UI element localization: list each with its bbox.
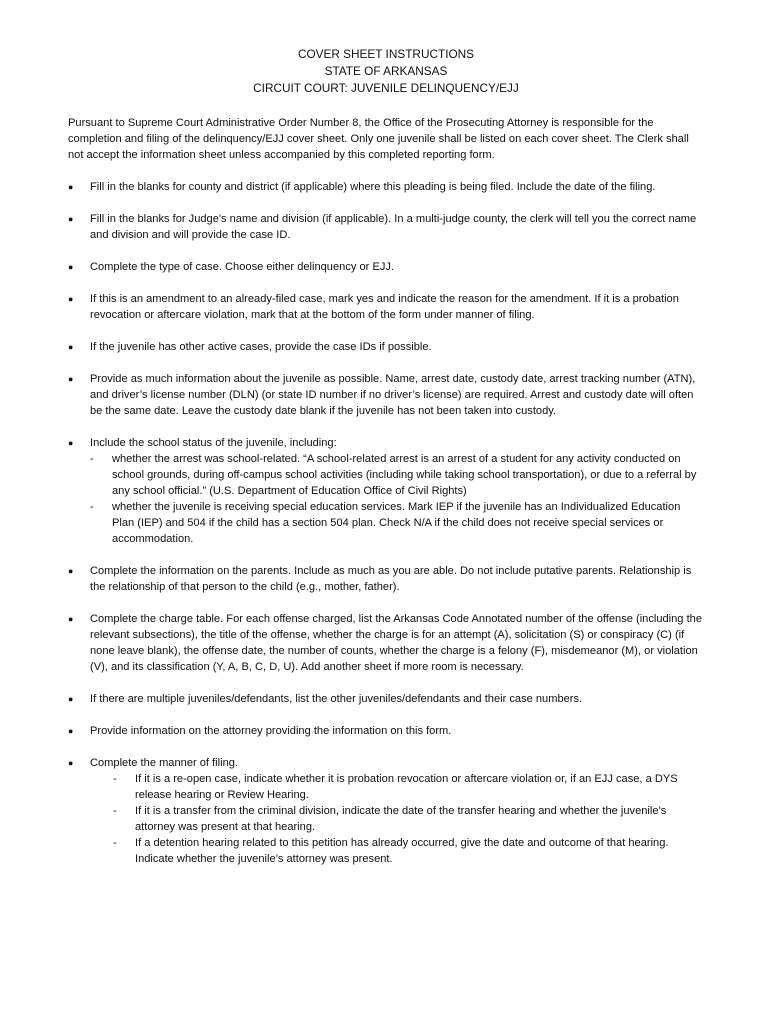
sublist-item bbox=[90, 803, 704, 835]
title-line-2: STATE OF ARKANSAS bbox=[324, 64, 448, 78]
sublist-text: If it is a transfer from the criminal division, indicate the date of the transfer hearing and whether the juvenile’s attorney was present at that hearing. bbox=[135, 805, 667, 833]
bullet-icon: ● bbox=[68, 182, 74, 192]
bullet-icon: ● bbox=[68, 758, 74, 768]
instruction-text: Complete the type of case. Choose either delinquency or EJJ. bbox=[90, 261, 395, 273]
bullet-icon: ● bbox=[68, 614, 74, 624]
instruction-item-amendment bbox=[68, 291, 704, 323]
dash-icon: - bbox=[90, 501, 94, 513]
dash-icon: - bbox=[113, 805, 117, 817]
bullet-icon: ● bbox=[68, 694, 74, 704]
title-line-1: COVER SHEET INSTRUCTIONS bbox=[297, 47, 475, 61]
instruction-text: Complete the manner of filing. bbox=[90, 757, 238, 769]
instruction-item-juvenile-info bbox=[68, 371, 704, 419]
sublist-text: If a detention hearing related to this petition has already occurred, give the date and outcome of that hearing. Indicate whether the juvenile’s attorney was present. bbox=[135, 837, 669, 865]
document-title bbox=[68, 46, 704, 97]
sublist-item bbox=[90, 771, 704, 803]
instruction-item-attorney bbox=[68, 723, 704, 739]
sublist-item bbox=[90, 835, 704, 867]
instruction-text: If this is an amendment to an already-filed case, mark yes and indicate the reason for the amendment. If it is a probation revocation or aftercare violation, mark that at the bottom of the form under manner of filing. bbox=[90, 293, 679, 321]
manner-of-filing-sublist bbox=[90, 771, 704, 867]
instruction-item-school-status bbox=[68, 435, 704, 547]
dash-icon: - bbox=[113, 837, 117, 849]
document-page bbox=[68, 46, 704, 883]
sublist-text: If it is a re-open case, indicate whether it is probation revocation or aftercare violation or, if an EJJ case, a DYS release hearing or Review Hearing. bbox=[135, 773, 678, 801]
instruction-text: If the juvenile has other active cases, provide the case IDs if possible. bbox=[90, 341, 432, 353]
bullet-icon: ● bbox=[68, 342, 74, 352]
instruction-text: Provide as much information about the juvenile as possible. Name, arrest date, custody date, arrest tracking number (ATN), and driver’s license number (DLN) (or state ID number if no driver’s license) are required. Arrest and custody date will often be the same date. Leave the custody date blank if the juvenile has not been taken into custody. bbox=[90, 373, 696, 417]
instruction-list bbox=[68, 179, 704, 867]
instruction-text: Complete the charge table. For each offense charged, list the Arkansas Code Annotated number of the offense (including the relevant subsections), the title of the offense, whether the charge is for an attempt (A), solicitation (S) or conspiracy (C) (if none leave blank), the offense date, the number of counts, whether the charge is a felony (F), misdemeanor (M), or violation (V), and its classification (Y, A, B, C, D, U). Add another sheet if more room is necessary. bbox=[90, 613, 702, 673]
sublist-text: whether the arrest was school-related. “A school-related arrest is an arrest of a student for any activity conducted on school grounds, during off-campus school activities (including while taking school transportation), or due to a referral by any school official.” (U.S. Department of Education Office of Civil Rights) bbox=[112, 453, 697, 497]
bullet-icon: ● bbox=[68, 262, 74, 272]
instruction-item-parents bbox=[68, 563, 704, 595]
dash-icon: - bbox=[90, 453, 94, 465]
instruction-text: If there are multiple juveniles/defendants, list the other juveniles/defendants and their case numbers. bbox=[90, 693, 583, 705]
instruction-item-case-type bbox=[68, 259, 704, 275]
intro-paragraph: Pursuant to Supreme Court Administrative Order Number 8, the Office of the Prosecuting Attorney is responsible for the completion and filing of the delinquency/EJJ cover sheet. Only one juvenile shall be listed on each cover sheet. The Clerk shall not accept the information sheet unless accompanied by this completed reporting form. bbox=[68, 117, 689, 161]
bullet-icon: ● bbox=[68, 438, 74, 448]
bullet-icon: ● bbox=[68, 726, 74, 736]
bullet-icon: ● bbox=[68, 374, 74, 384]
sublist-text: whether the juvenile is receiving special education services. Mark IEP if the juvenile has an Individualized Education Plan (IEP) and 504 if the child has a section 504 plan. Check N/A if the child does not receive special services or accommodation. bbox=[112, 501, 681, 545]
instruction-item-multiple-juveniles bbox=[68, 691, 704, 707]
instruction-text: Provide information on the attorney providing the information on this form. bbox=[90, 725, 452, 737]
bullet-icon: ● bbox=[68, 566, 74, 576]
instruction-item-county bbox=[68, 179, 704, 195]
instruction-text: Fill in the blanks for county and district (if applicable) where this pleading is being filed. Include the date of the filing. bbox=[90, 181, 656, 193]
instruction-text: Complete the information on the parents. Include as much as you are able. Do not include putative parents. Relationship is the relationship of that person to the child (e.g., mother, father). bbox=[90, 565, 692, 593]
dash-icon: - bbox=[113, 773, 117, 785]
instruction-item-active-cases bbox=[68, 339, 704, 355]
bullet-icon: ● bbox=[68, 294, 74, 304]
school-status-sublist bbox=[90, 451, 704, 547]
sublist-item bbox=[90, 451, 704, 499]
sublist-item bbox=[90, 499, 704, 547]
instruction-item-manner-of-filing bbox=[68, 755, 704, 867]
bullet-icon: ● bbox=[68, 214, 74, 224]
instruction-text: Include the school status of the juvenile, including: bbox=[90, 437, 337, 449]
instruction-text: Fill in the blanks for Judge's name and division (if applicable). In a multi-judge county, the clerk will tell you the correct name and division and will provide the case ID. bbox=[90, 213, 697, 241]
instruction-item-judge bbox=[68, 211, 704, 243]
instruction-item-charge-table bbox=[68, 611, 704, 675]
title-line-3: CIRCUIT COURT: JUVENILE DELINQUENCY/EJJ bbox=[253, 81, 519, 95]
